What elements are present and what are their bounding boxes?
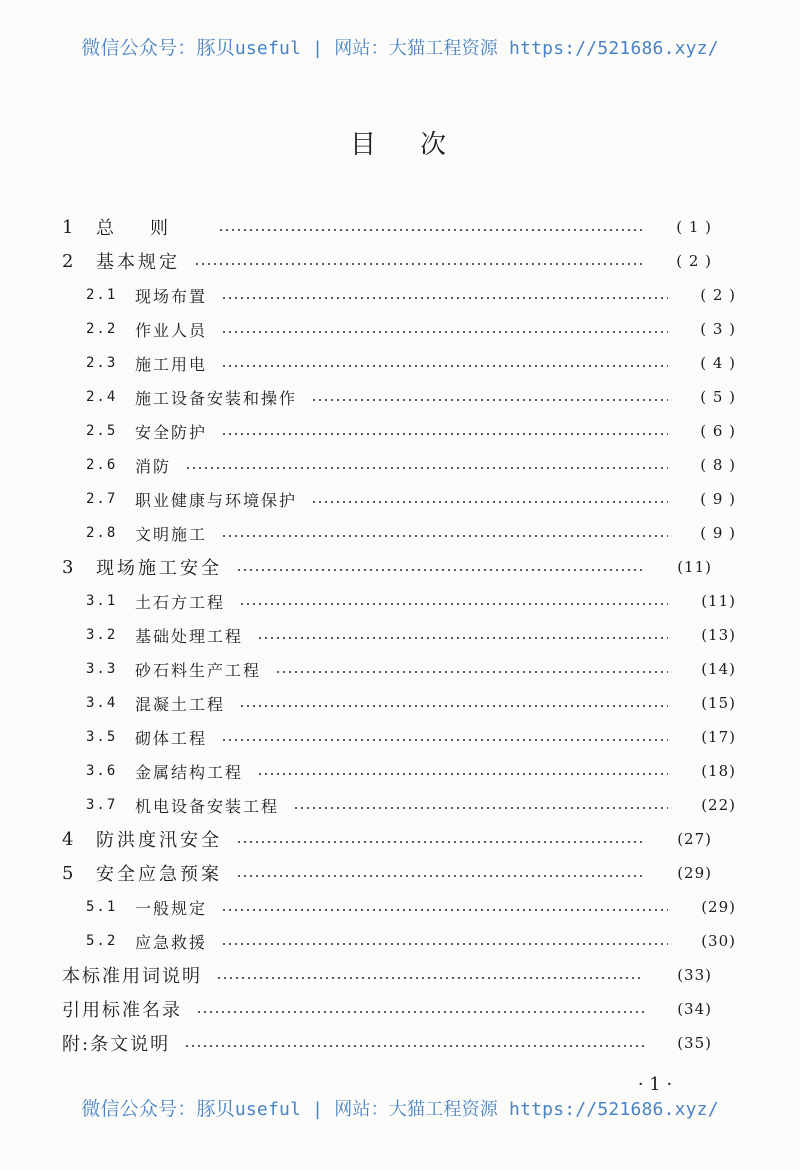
toc-entry — [62, 757, 736, 785]
toc-entry-number: 3.3 — [86, 661, 118, 677]
toc-entry-label: 基础处理工程 — [135, 626, 244, 646]
toc-entry — [62, 995, 712, 1023]
toc-entry-page: (14) — [701, 660, 736, 678]
toc-entry — [62, 553, 712, 581]
toc-entry-number: 3.7 — [86, 797, 118, 813]
toc-entry — [62, 587, 736, 615]
page-title: 目次 — [349, 130, 490, 160]
toc-entry-label: 机电设备安装工程 — [135, 796, 280, 816]
toc-entry-number: 2.5 — [86, 423, 118, 439]
dot-leader — [236, 568, 644, 572]
toc-entry-page: (11) — [677, 558, 712, 576]
dot-leader — [221, 364, 668, 368]
toc-entry-page: ( 3 ) — [700, 320, 736, 338]
toc-entry-label: 基本规定 — [96, 252, 180, 273]
toc-entry — [62, 961, 712, 989]
toc-entry — [62, 213, 712, 241]
toc-entry-label: 安全应急预案 — [96, 864, 222, 885]
watermark-separator: | 网站：大猫工程资源 — [301, 1099, 510, 1120]
dot-leader — [239, 704, 668, 708]
toc-entry-number: 1 — [62, 216, 74, 238]
dot-leader — [293, 806, 668, 810]
toc-entry-page: (15) — [701, 694, 736, 712]
toc-entry — [62, 723, 736, 751]
toc-entry-page: (22) — [701, 796, 736, 814]
dot-leader — [236, 840, 644, 844]
toc-entry-label: 砂石料生产工程 — [135, 660, 262, 680]
toc-entry — [62, 485, 736, 513]
toc-entry-number: 5 — [62, 862, 74, 884]
toc-entry-label: 土石方工程 — [135, 592, 226, 612]
dot-leader — [221, 908, 668, 912]
dot-leader — [185, 466, 668, 470]
toc-entry-number: 5.2 — [86, 933, 118, 949]
toc-entry-number: 2.8 — [86, 525, 118, 541]
toc-entry — [62, 893, 736, 921]
dot-leader — [221, 738, 668, 742]
toc-entry — [62, 315, 736, 343]
dot-leader — [311, 500, 668, 504]
toc-entry-page: ( 6 ) — [700, 422, 736, 440]
toc-entry — [62, 689, 736, 717]
toc-entry-number: 3.1 — [86, 593, 118, 609]
toc-entry-label: 消防 — [135, 456, 172, 476]
dot-leader — [196, 1010, 644, 1014]
dot-leader — [194, 262, 644, 266]
toc-entry-number: 4 — [62, 828, 74, 850]
dot-leader — [221, 330, 668, 334]
watermark-handle: useful — [234, 1099, 302, 1120]
toc-entry-number: 2.7 — [86, 491, 118, 507]
watermark-handle: useful — [234, 38, 302, 59]
toc-entry-page: ( 1 ) — [676, 218, 712, 236]
toc-entry-number: 3.6 — [86, 763, 118, 779]
dot-leader — [239, 602, 668, 606]
toc-entry-label: 一般规定 — [135, 898, 208, 918]
watermark-banner-top — [0, 33, 800, 60]
toc-entry — [62, 655, 736, 683]
toc-entry-number: 3.2 — [86, 627, 118, 643]
toc-entry-page: ( 5 ) — [700, 388, 736, 406]
toc-entry-label: 金属结构工程 — [135, 762, 244, 782]
watermark-prefix: 微信公众号：豚贝 — [81, 1098, 235, 1120]
toc-entry-label: 施工用电 — [135, 354, 208, 374]
toc-entry-page: (34) — [677, 1000, 712, 1018]
dot-leader — [311, 398, 668, 402]
toc-entry — [62, 247, 712, 275]
toc-entry — [62, 621, 736, 649]
toc-entry — [62, 927, 736, 955]
toc-entry-page: (13) — [701, 626, 736, 644]
watermark-url: https://521686.xyz/ — [509, 38, 719, 59]
toc-entry-number: 2.2 — [86, 321, 118, 337]
toc-entry-number: 3.5 — [86, 729, 118, 745]
toc-entry-page: (17) — [701, 728, 736, 746]
toc-entry-number: 2 — [62, 250, 74, 272]
toc-entry-page: (29) — [701, 898, 736, 916]
toc-entry-number: 2.1 — [86, 287, 118, 303]
toc-entry-number: 2.3 — [86, 355, 118, 371]
toc-entry-label: 引用标准名录 — [62, 1000, 182, 1021]
toc-entry — [62, 791, 736, 819]
toc-entry-page: (29) — [677, 864, 712, 882]
toc-entry-page: ( 9 ) — [700, 490, 736, 508]
toc-entry — [62, 825, 712, 853]
toc-entry-label: 现场布置 — [135, 286, 208, 306]
toc-entry — [62, 281, 736, 309]
toc-entry-label: 文明施工 — [135, 524, 208, 544]
toc-entry-label: 混凝土工程 — [135, 694, 226, 714]
toc-entry-label: 总则 — [96, 218, 204, 239]
toc-entry-number: 2.4 — [86, 389, 118, 405]
toc-entry — [62, 519, 736, 547]
toc-entry-page: ( 4 ) — [700, 354, 736, 372]
toc-entry-page: (35) — [677, 1034, 712, 1052]
dot-leader — [257, 772, 668, 776]
toc-entry-number: 3.4 — [86, 695, 118, 711]
dot-leader — [184, 1044, 644, 1048]
toc-entry-label: 现场施工安全 — [96, 558, 222, 579]
toc-entry-page: ( 8 ) — [700, 456, 736, 474]
toc-entry-label: 砌体工程 — [135, 728, 208, 748]
dot-leader — [218, 228, 644, 232]
toc-entry — [62, 451, 736, 479]
toc-entry — [62, 383, 736, 411]
toc-entry-label: 附:条文说明 — [62, 1034, 171, 1055]
dot-leader — [257, 636, 668, 640]
watermark-separator: | 网站：大猫工程资源 — [301, 38, 510, 59]
toc-entry-page: ( 2 ) — [700, 286, 736, 304]
toc-entry-page: ( 9 ) — [700, 524, 736, 542]
dot-leader — [275, 670, 668, 674]
toc-entry-number: 5.1 — [86, 899, 118, 915]
toc-entry-page: (30) — [701, 932, 736, 950]
toc-entry-label: 作业人员 — [135, 320, 208, 340]
dot-leader — [221, 296, 668, 300]
toc-entry-label: 防洪度汛安全 — [96, 830, 222, 851]
watermark-url: https://521686.xyz/ — [509, 1099, 719, 1120]
toc-entry-page: (33) — [677, 966, 712, 984]
dot-leader — [216, 976, 644, 980]
toc-entry-label: 安全防护 — [135, 422, 208, 442]
watermark-prefix: 微信公众号：豚贝 — [81, 37, 235, 59]
toc-entry — [62, 1029, 712, 1057]
toc-entry — [62, 859, 712, 887]
toc-entry-label: 本标准用词说明 — [62, 966, 202, 987]
toc-entry — [62, 349, 736, 377]
toc-entry-number: 3 — [62, 556, 74, 578]
toc-entry-label: 应急救援 — [135, 932, 208, 952]
dot-leader — [236, 874, 644, 878]
toc-entry — [62, 417, 736, 445]
toc-entry-page: ( 2 ) — [676, 252, 712, 270]
toc-entry-page: (27) — [677, 830, 712, 848]
toc-entry-label: 职业健康与环境保护 — [135, 490, 298, 510]
dot-leader — [221, 534, 668, 538]
toc-entry-page: (18) — [701, 762, 736, 780]
toc-entry-number: 2.6 — [86, 457, 118, 473]
watermark-banner-bottom — [0, 1094, 800, 1121]
toc-entry-page: (11) — [701, 592, 736, 610]
dot-leader — [221, 942, 668, 946]
toc-entry-label: 施工设备安装和操作 — [135, 388, 298, 408]
page-number: · 1 · — [637, 1074, 673, 1095]
dot-leader — [221, 432, 668, 436]
